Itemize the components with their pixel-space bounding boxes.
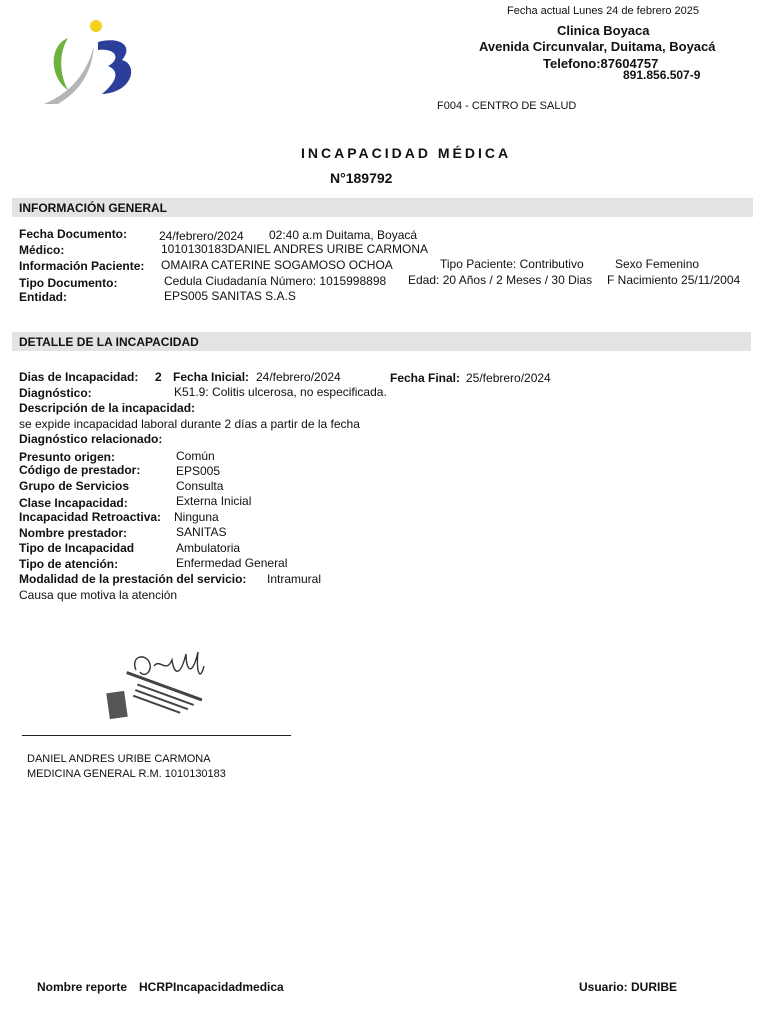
codigo-prestador-value: EPS005 — [176, 464, 221, 478]
medico-value: 1010130183DANIEL ANDRES URIBE CARMONA — [161, 242, 428, 256]
paciente-label: Información Paciente: — [19, 259, 145, 273]
clinic-address: Avenida Circunvalar, Duitama, Boyacá — [479, 39, 716, 54]
clinic-name: Clinica Boyaca — [557, 23, 650, 38]
clinic-nit: 891.856.507-9 — [623, 68, 701, 82]
entidad-label: Entidad: — [19, 290, 67, 304]
presunto-origen-label: Presunto origen: — [19, 450, 116, 464]
tipo-incapacidad-label: Tipo de Incapacidad — [19, 541, 135, 555]
section-detalle — [12, 332, 751, 351]
sexo: Sexo Femenino — [615, 257, 700, 271]
modalidad-value: Intramural — [267, 572, 322, 586]
codigo-prestador-label: Código de prestador: — [19, 463, 141, 477]
current-date: Fecha actual Lunes 24 de febrero 2025 — [507, 5, 700, 17]
edad: Edad: 20 Años / 2 Meses / 30 Dias — [408, 273, 593, 287]
entidad-value: EPS005 SANITAS S.A.S — [164, 289, 296, 303]
fecha-nacimiento: F Nacimiento 25/11/2004 — [607, 273, 741, 287]
descripcion-label: Descripción de la incapacidad: — [19, 401, 196, 415]
hora-lugar: 02:40 a.m Duitama, Boyacá — [269, 228, 418, 242]
medico-label: Médico: — [19, 243, 65, 257]
grupo-servicios-label: Grupo de Servicios — [19, 479, 130, 493]
tipo-incapacidad-value: Ambulatoria — [176, 541, 241, 555]
doctor-name: DANIEL ANDRES URIBE CARMONA — [27, 753, 211, 765]
clinic-phone: Telefono:87604757 — [543, 56, 659, 71]
tipo-atencion-label: Tipo de atención: — [19, 557, 119, 571]
section-info-general-heading: INFORMACIÓN GENERAL — [19, 201, 167, 215]
clinic-logo — [38, 16, 138, 106]
fecha-inicial-label: Fecha Inicial: — [173, 370, 250, 384]
document-number: N°189792 — [330, 170, 393, 186]
report-user: Usuario: DURIBE — [579, 980, 678, 994]
diagnostico-label: Diagnóstico: — [19, 386, 92, 400]
health-center: F004 - CENTRO DE SALUD — [437, 100, 577, 112]
fecha-documento-value: 24/febrero/2024 — [159, 229, 244, 243]
causa-atencion: Causa que motiva la atención — [19, 588, 178, 602]
diag-relacionado-label: Diagnóstico relacionado: — [19, 432, 163, 446]
report-name-value: HCRPIncapacidadmedica — [139, 980, 284, 994]
retroactiva-label: Incapacidad Retroactiva: — [19, 510, 162, 524]
signature-line — [22, 735, 291, 736]
signature-stamp — [100, 648, 210, 728]
fecha-documento-label: Fecha Documento: — [19, 227, 128, 241]
tipo-atencion-value: Enfermedad General — [176, 556, 288, 570]
nombre-prestador-value: SANITAS — [176, 525, 227, 539]
nombre-prestador-label: Nombre prestador: — [19, 526, 128, 540]
report-name-label: Nombre reporte — [37, 980, 128, 994]
tipo-paciente: Tipo Paciente: Contributivo — [440, 257, 584, 271]
dias-label: Dias de Incapacidad: — [19, 370, 139, 384]
retroactiva-value: Ninguna — [174, 510, 219, 524]
section-detalle-heading: DETALLE DE LA INCAPACIDAD — [19, 335, 199, 349]
fecha-inicial-value: 24/febrero/2024 — [256, 370, 341, 384]
paciente-value: OMAIRA CATERINE SOGAMOSO OCHOA — [161, 258, 393, 272]
clase-label: Clase Incapacidad: — [19, 496, 128, 510]
tipo-documento-label: Tipo Documento: — [19, 276, 118, 290]
fecha-final-label: Fecha Final: — [390, 371, 461, 385]
document-title: INCAPACIDAD MÉDICA — [301, 145, 512, 161]
dias-value: 2 — [155, 370, 162, 384]
grupo-servicios-value: Consulta — [176, 479, 224, 493]
descripcion-value: se expide incapacidad laboral durante 2 días a partir de la fecha — [19, 417, 360, 431]
modalidad-label: Modalidad de la prestación del servicio: — [19, 572, 247, 586]
fecha-final-value: 25/febrero/2024 — [466, 371, 551, 385]
doctor-title: MEDICINA GENERAL R.M. 1010130183 — [27, 768, 226, 780]
clase-value: Externa Inicial — [176, 494, 252, 508]
diagnostico-value: K51.9: Colitis ulcerosa, no especificada. — [174, 385, 387, 399]
tipo-documento-value: Cedula Ciudadanía Número: 1015998898 — [164, 274, 387, 288]
section-info-general — [12, 198, 753, 217]
presunto-origen-value: Común — [176, 449, 215, 463]
